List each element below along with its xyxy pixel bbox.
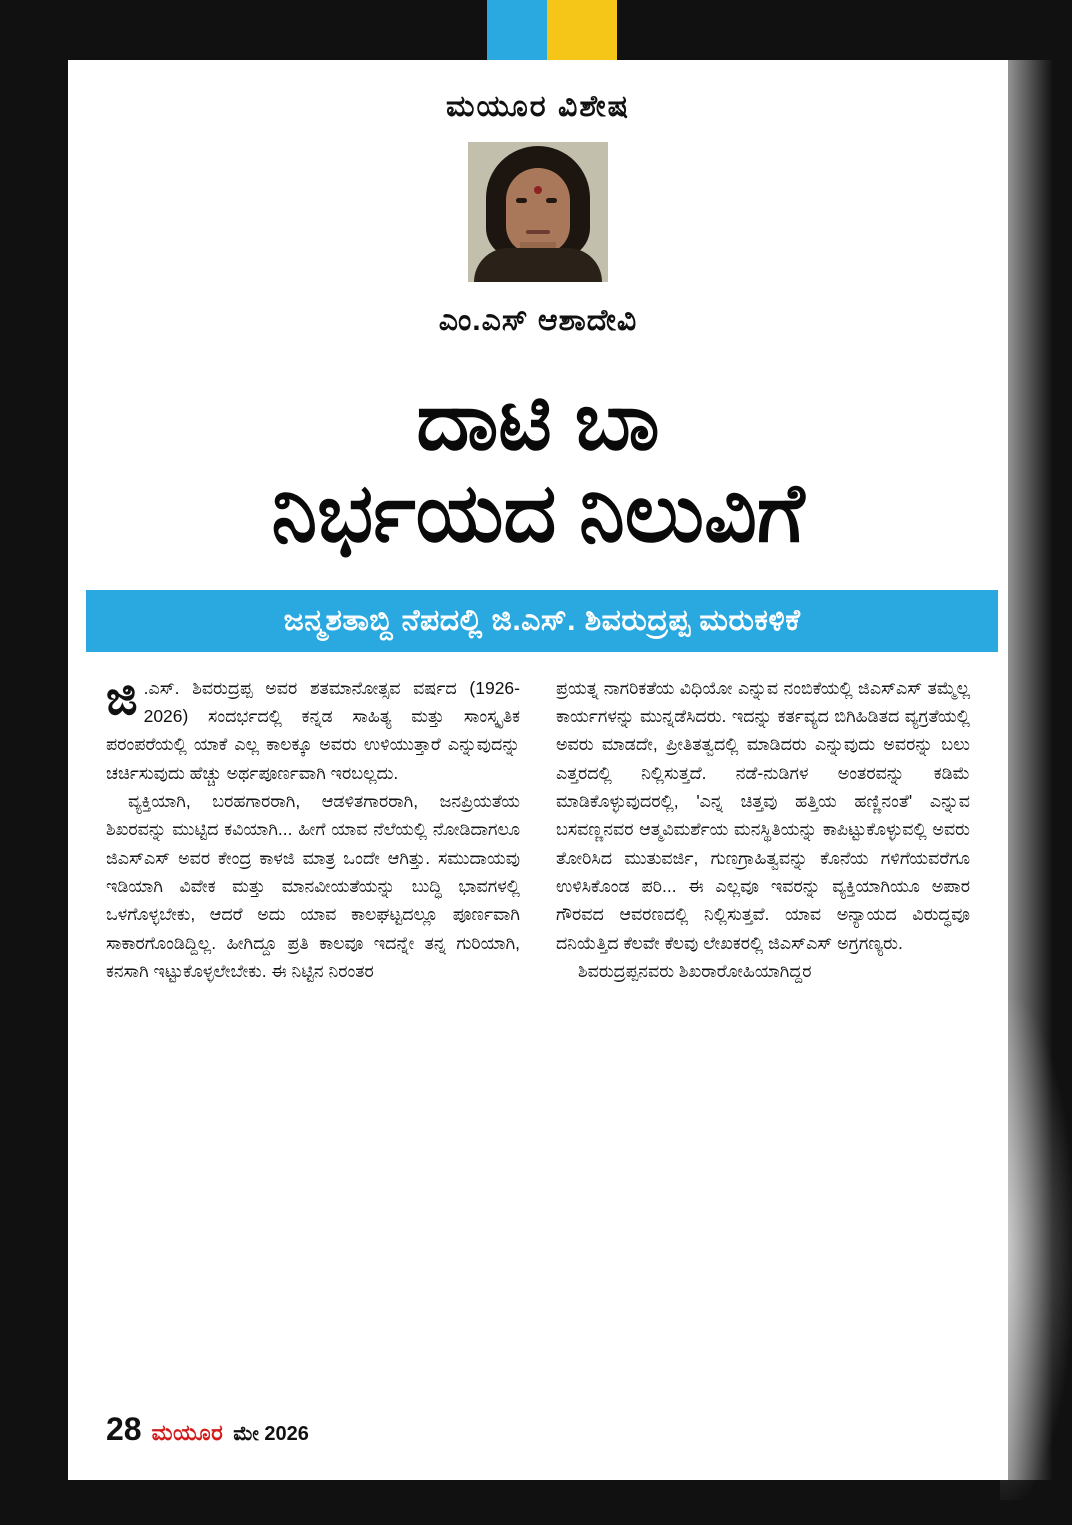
paragraph-text: .ಎಸ್. ಶಿವರುದ್ರಪ್ಪ ಅವರ ಶತಮಾನೋತ್ಸವ ವರ್ಷದ (1926-2026) ಸಂದರ್ಭದಲ್ಲಿ ಕನ್ನಡ ಸಾಹಿತ್ಯ ಮತ್ತು ಸಾಂಸ್ಕೃತಿಕ ಪರಂಪರೆಯಲ್ಲಿ ಯಾಕೆ ಎಲ್ಲ ಕಾಲಕ್ಕೂ ಅವರು ಉಳಿಯುತ್ತಾರೆ ಎನ್ನುವುದನ್ನು ಚರ್ಚಿಸುವುದು ಹೆಚ್ಚು ಅರ್ಥಪೂರ್ಣವಾಗಿ ಇರಬಲ್ಲದು.	[106, 677, 520, 783]
column-right	[556, 674, 970, 986]
paragraph-text: ಶಿವರುದ್ರಪ್ಪನವರು ಶಿಖರಾರೋಹಿಯಾಗಿದ್ದರ	[578, 961, 812, 982]
subhead-banner	[86, 590, 998, 652]
page-number: 28	[106, 1411, 142, 1447]
paragraph-text: ವ್ಯಕ್ತಿಯಾಗಿ, ಬರಹಗಾರರಾಗಿ, ಆಡಳಿತಗಾರರಾಗಿ, ಜನಪ್ರಿಯತೆಯ ಶಿಖರವನ್ನು ಮುಟ್ಟಿದ ಕವಿಯಾಗಿ... ಹೀಗೆ ಯಾವ ನೆಲೆಯಲ್ಲಿ ನೋಡಿದಾಗಲೂ ಜಿಎಸ್‌ಎಸ್ ಅವರ ಕೇಂದ್ರ ಕಾಳಜಿ ಮಾತ್ರ ಒಂದೇ ಆಗಿತ್ತು. ಸಮುದಾಯವು ಇಡಿಯಾಗಿ ವಿವೇಕ ಮತ್ತು ಮಾನವೀಯತೆಯನ್ನು ಬುದ್ಧಿ ಭಾವಗಳಲ್ಲಿ ಒಳಗೊಳ್ಳಬೇಕು, ಆದರೆ ಅದು ಯಾವ ಕಾಲಘಟ್ಟದಲ್ಲೂ ಪೂರ್ಣವಾಗಿ ಸಾಕಾರಗೊಂಡಿದ್ದಿಲ್ಲ. ಹೀಗಿದ್ದೂ ಪ್ರತಿ ಕಾಲವೂ ಇದನ್ನೇ ತನ್ನ ಗುರಿಯಾಗಿ, ಕನಸಾಗಿ ಇಟ್ಟುಕೊಳ್ಳಲೇಬೇಕು. ಈ ನಿಟ್ಟಿನ ನಿರಂತರ	[106, 791, 520, 982]
kicker-label: ಮಯೂರ ವಿಶೇಷ	[445, 90, 631, 123]
masthead-label: ಮಯೂರ	[151, 1420, 224, 1445]
page-footer	[106, 1411, 309, 1448]
headline-line-1: ದಾಟಿ ಬಾ	[416, 376, 660, 467]
portrait-container	[68, 142, 1008, 282]
page-edge-shadow	[1008, 60, 1072, 1480]
issue-date: ಮೇ 2026	[233, 1423, 309, 1445]
headline-line-2: ನಿರ್ಭಯದ ನಿಲುವಿಗೆ	[271, 467, 805, 559]
page-edge-glow	[1000, 1000, 1072, 1500]
author-portrait-photo	[468, 142, 608, 282]
page-title	[68, 376, 1008, 560]
subhead-text: ಜನ್ಮಶತಾಬ್ದಿ ನೆಪದಲ್ಲಿ ಜಿ.ಎಸ್. ಶಿವರುದ್ರಪ್ಪ ಮರುಕಳಿಕೆ	[283, 603, 801, 637]
author-byline: ಎಂ.ಎಸ್ ಆಶಾದೇವಿ	[438, 304, 638, 337]
magazine-page	[68, 60, 1008, 1480]
paragraph	[106, 670, 520, 787]
paragraph-text: ಪ್ರಯತ್ನ ನಾಗರಿಕತೆಯ ವಿಧಿಯೋ ಎನ್ನುವ ನಂಬಿಕೆಯಲ್ಲಿ ಜಿಎಸ್‌ಎಸ್ ತಮ್ಮೆಲ್ಲ ಕಾರ್ಯಗಳನ್ನು ಮುನ್ನಡೆಸಿದರು. ಇದನ್ನು ಕರ್ತವ್ಯದ ಬಿಗಿಹಿಡಿತದ ವ್ಯಗ್ರತೆಯಲ್ಲಿ ಅವರು ಮಾಡದೇ, ಪ್ರೀತಿತತ್ವದಲ್ಲಿ ಮಾಡಿದರು ಎನ್ನುವುದು ಅವರನ್ನು ಬಲು ಎತ್ತರದಲ್ಲಿ ನಿಲ್ಲಿಸುತ್ತದೆ. ನಡೆ-ನುಡಿಗಳ ಅಂತರವನ್ನು ಕಡಿಮೆ ಮಾಡಿಕೊಳ್ಳುವುದರಲ್ಲಿ, 'ಎನ್ನ ಚಿತ್ತವು ಹತ್ತಿಯ ಹಣ್ಣಿನಂತೆ' ಎನ್ನುವ ಬಸವಣ್ಣನವರ ಆತ್ಮವಿಮರ್ಶೆಯ ಮನಸ್ಥಿತಿಯನ್ನು ಕಾಪಿಟ್ಟುಕೊಳ್ಳುವಲ್ಲಿ ಅವರು ತೋರಿಸಿದ ಮುತುವರ್ಜಿ, ಗುಣಗ್ರಾಹಿತ್ವವನ್ನು ಕೊನೆಯ ಗಳಿಗೆಯವರೆಗೂ ಉಳಿಸಿಕೊಂಡ ಪರಿ... ಈ ಎಲ್ಲವೂ ಇವರನ್ನು ವ್ಯಕ್ತಿಯಾಗಿಯೂ ಅಪಾರ ಗೌರವದ ಆವರಣದಲ್ಲಿ ನಿಲ್ಲಿಸುತ್ತವೆ. ಯಾವ ಅನ್ಯಾಯದ ವಿರುದ್ಧವೂ ದನಿಯೆತ್ತಿದ ಕೆಲವೇ ಕೆಲವು ಲೇಖಕರಲ್ಲಿ ಜಿಎಸ್‌ಎಸ್ ಅಗ್ರಗಣ್ಯರು.	[556, 677, 970, 953]
paragraph	[106, 787, 520, 985]
column-left	[106, 670, 520, 986]
paragraph	[556, 674, 970, 957]
paragraph	[556, 957, 970, 985]
drop-cap: ಜಿ	[106, 670, 138, 724]
article-body	[68, 652, 1008, 986]
